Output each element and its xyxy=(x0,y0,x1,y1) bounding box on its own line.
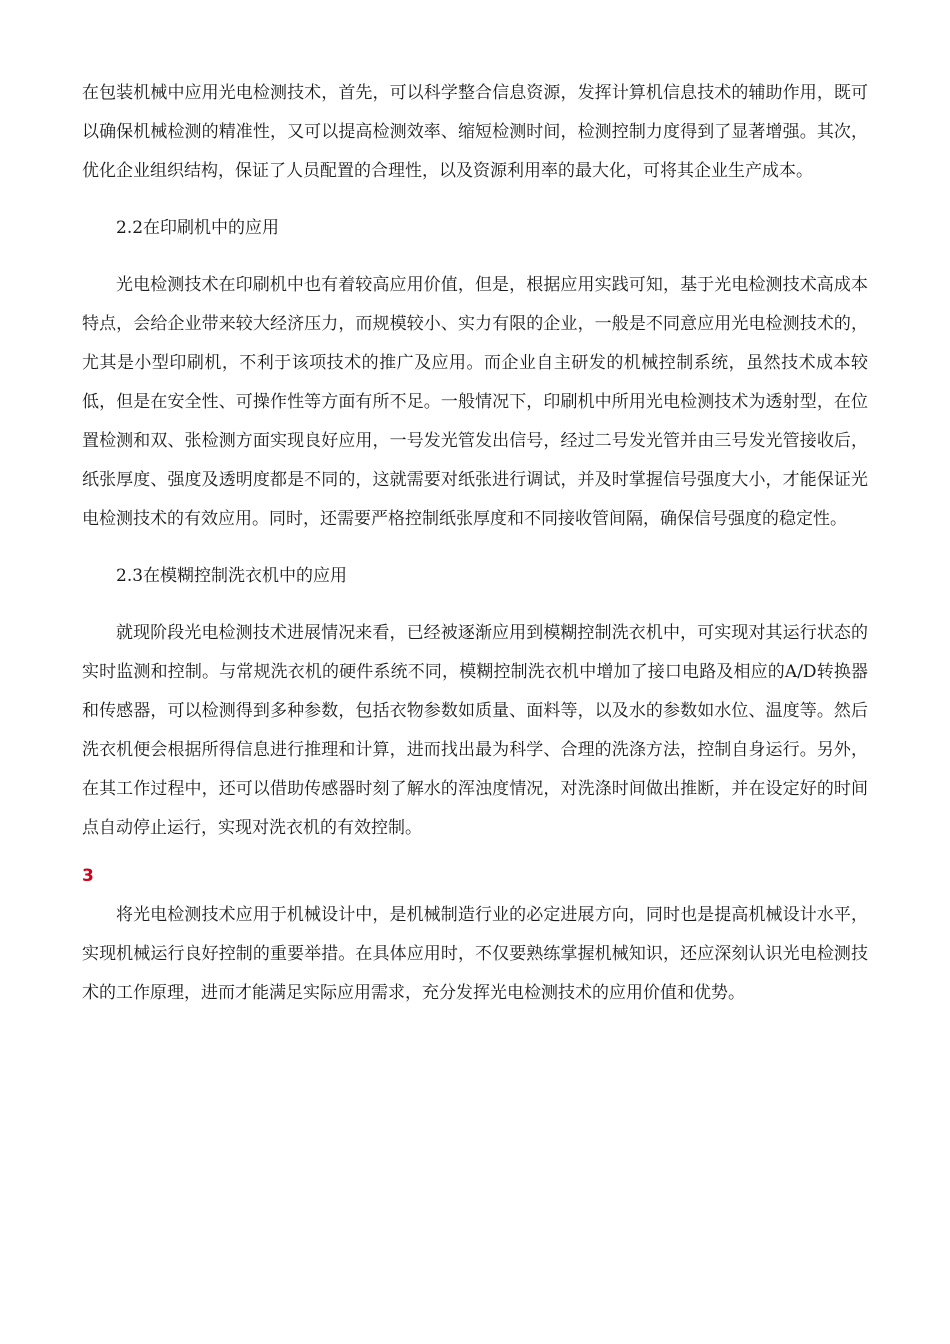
paragraph-washer: 就现阶段光电检测技术进展情况来看，已经被逐渐应用到模糊控制洗衣机中，可实现对其运行状态的实时监测和控制。与常规洗衣机的硬件系统不同，模糊控制洗衣机中增加了接口电路及相应的A/D转换器和传感器，可以检测得到多种参数，包括衣物参数如质量、面料等，以及水的参数如水位、温度等。然后洗衣机便会根据所得信息进行推理和计算，进而找出最为科学、合理的洗涤方法，控制自身运行。另外，在其工作过程中，还可以借助传感器时刻了解水的浑浊度情况，对洗涤时间做出推断，并在设定好的时间点自动停止运行，实现对洗衣机的有效控制。 xyxy=(82,623,868,838)
heading-washer: 2.3在模糊控制洗衣机中的应用 xyxy=(116,566,348,586)
heading-printing: 2.2在印刷机中的应用 xyxy=(116,218,280,238)
paragraph-intro: 在包装机械中应用光电检测技术，首先，可以科学整合信息资源，发挥计算机信息技术的辅助作用，既可以确保机械检测的精准性，又可以提高检测效率、缩短检测时间，检测控制力度得到了显著增强。其次，优化企业组织结构，保证了人员配置的合理性，以及资源利用率的最大化，可将其企业生产成本。 xyxy=(82,83,868,181)
paragraph-printing: 光电检测技术在印刷机中也有着较高应用价值，但是，根据应用实践可知，基于光电检测技术高成本特点，会给企业带来较大经济压力，而规模较小、实力有限的企业，一般是不同意应用光电检测技术的，尤其是小型印刷机，不利于该项技术的推广及应用。而企业自主研发的机械控制系统，虽然技术成本较低，但是在安全性、可操作性等方面有所不足。一般情况下，印刷机中所用光电检测技术为透射型，在位置检测和双、张检测方面实现良好应用，一号发光管发出信号，经过二号发光管并由三号发光管接收后，纸张厚度、强度及透明度都是不同的，这就需要对纸张进行调试，并及时掌握信号强度大小，才能保证光电检测技术的有效应用。同时，还需要严格控制纸张厚度和不同接收管间隔，确保信号强度的稳定性。 xyxy=(82,275,868,529)
document-page xyxy=(82,74,868,1013)
paragraph-conclusion: 将光电检测技术应用于机械设计中，是机械制造行业的必定进展方向，同时也是提高机械设计水平，实现机械运行良好控制的重要举措。在具体应用时，不仅要熟练掌握机械知识，还应深刻认识光电检测技术的工作原理，进而才能满足实际应用需求，充分发挥光电检测技术的应用价值和优势。 xyxy=(82,905,868,1003)
section-number-conclusion: 3 xyxy=(82,866,94,886)
